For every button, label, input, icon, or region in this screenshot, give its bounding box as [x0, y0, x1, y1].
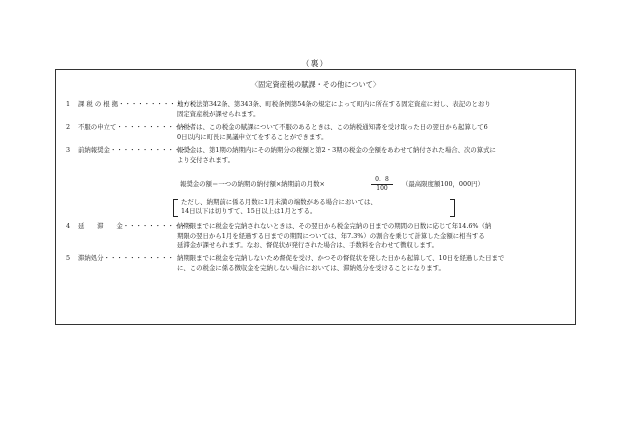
item-line: 期限の翌日から1月を経過する日までの期間については、年7.3%）の割合を乗じて計算した金額に相当する	[177, 231, 485, 240]
item-line: 0日以内に町長に異議申立てをすることができます。	[177, 132, 328, 141]
item-line: より交付されます。	[177, 155, 235, 164]
item-term: 不服の申立て・・・・・・・・・・・・	[78, 123, 194, 131]
item-body	[177, 254, 569, 273]
reward-formula-fraction	[370, 176, 394, 193]
fraction-denominator: 100	[376, 185, 388, 192]
fraction-numerator: 0．8	[375, 176, 389, 183]
reward-formula-limit: （最高限度額100，000円）	[402, 180, 484, 188]
item-term: 課 税 の 根 拠・・・・・・・・・・・・	[78, 100, 195, 108]
note-line: ただし、納期前に係る月数に1月未満の端数がある場合においては、	[181, 198, 377, 206]
reward-formula-lead: 報奨金の額＝一つの納期の納付額×納期前の月数×	[180, 180, 325, 188]
item-number: 2	[66, 123, 71, 131]
item-line: 地方税法第342条、第343条、町税条例第54条の規定によって町内に所在する固定資産に対し、表記のとおり	[177, 100, 491, 108]
item-number: 1	[66, 100, 71, 108]
item-term: 滞納処分・・・・・・・・・・・	[78, 254, 174, 262]
note-line: 14日以下は切りすて、15日以上は1月とする。	[181, 207, 317, 215]
item-line: 延滞金が課せられます。なお、督促状が発行された場合は、手数料を合わせて徴収します。	[177, 241, 438, 249]
section-heading: 〈固定資産税の賦課・その他について〉	[250, 80, 381, 89]
item-number: 4	[66, 222, 71, 230]
item-body	[177, 146, 569, 165]
item-term: 延 滞 金・・・・・・・・・・・	[78, 222, 194, 230]
item-line: 納税者は、この税金の賦課について不服のあるときは、この納税通知書を受け取った日の翌日から起算して6	[177, 123, 488, 131]
reward-note	[176, 198, 377, 216]
item-line: 報奨金は、第1期の納期内にその納期分の税額と第2・3期の税金の全額をあわせて納付された場合、次の算式に	[177, 146, 496, 154]
item-body	[177, 222, 569, 251]
item-line: 納期限までに税金を完納されないときは、その翌日から税金完納の日までの期間の日数に応じて年14.6%（納	[177, 222, 492, 230]
item-term: 前納報奨金・・・・・・・・・・・・・	[78, 146, 194, 154]
item-line: 納期限までに税金を完納しないため督促を受け、かつその督促状を発した日から起算して、10日を経過した日まで	[177, 254, 505, 262]
note-bracket-right	[450, 199, 455, 217]
item-line: に、この税金に係る徴収金を完納しない場合においては、滞納処分を受けることになります。	[177, 263, 445, 272]
item-number: 3	[66, 146, 71, 154]
item-number: 5	[66, 254, 71, 262]
item-line: 固定資産税が課せられます。	[177, 109, 260, 118]
item-body	[177, 100, 569, 119]
item-body	[177, 123, 569, 142]
page-side-label: （裏）	[301, 59, 329, 68]
